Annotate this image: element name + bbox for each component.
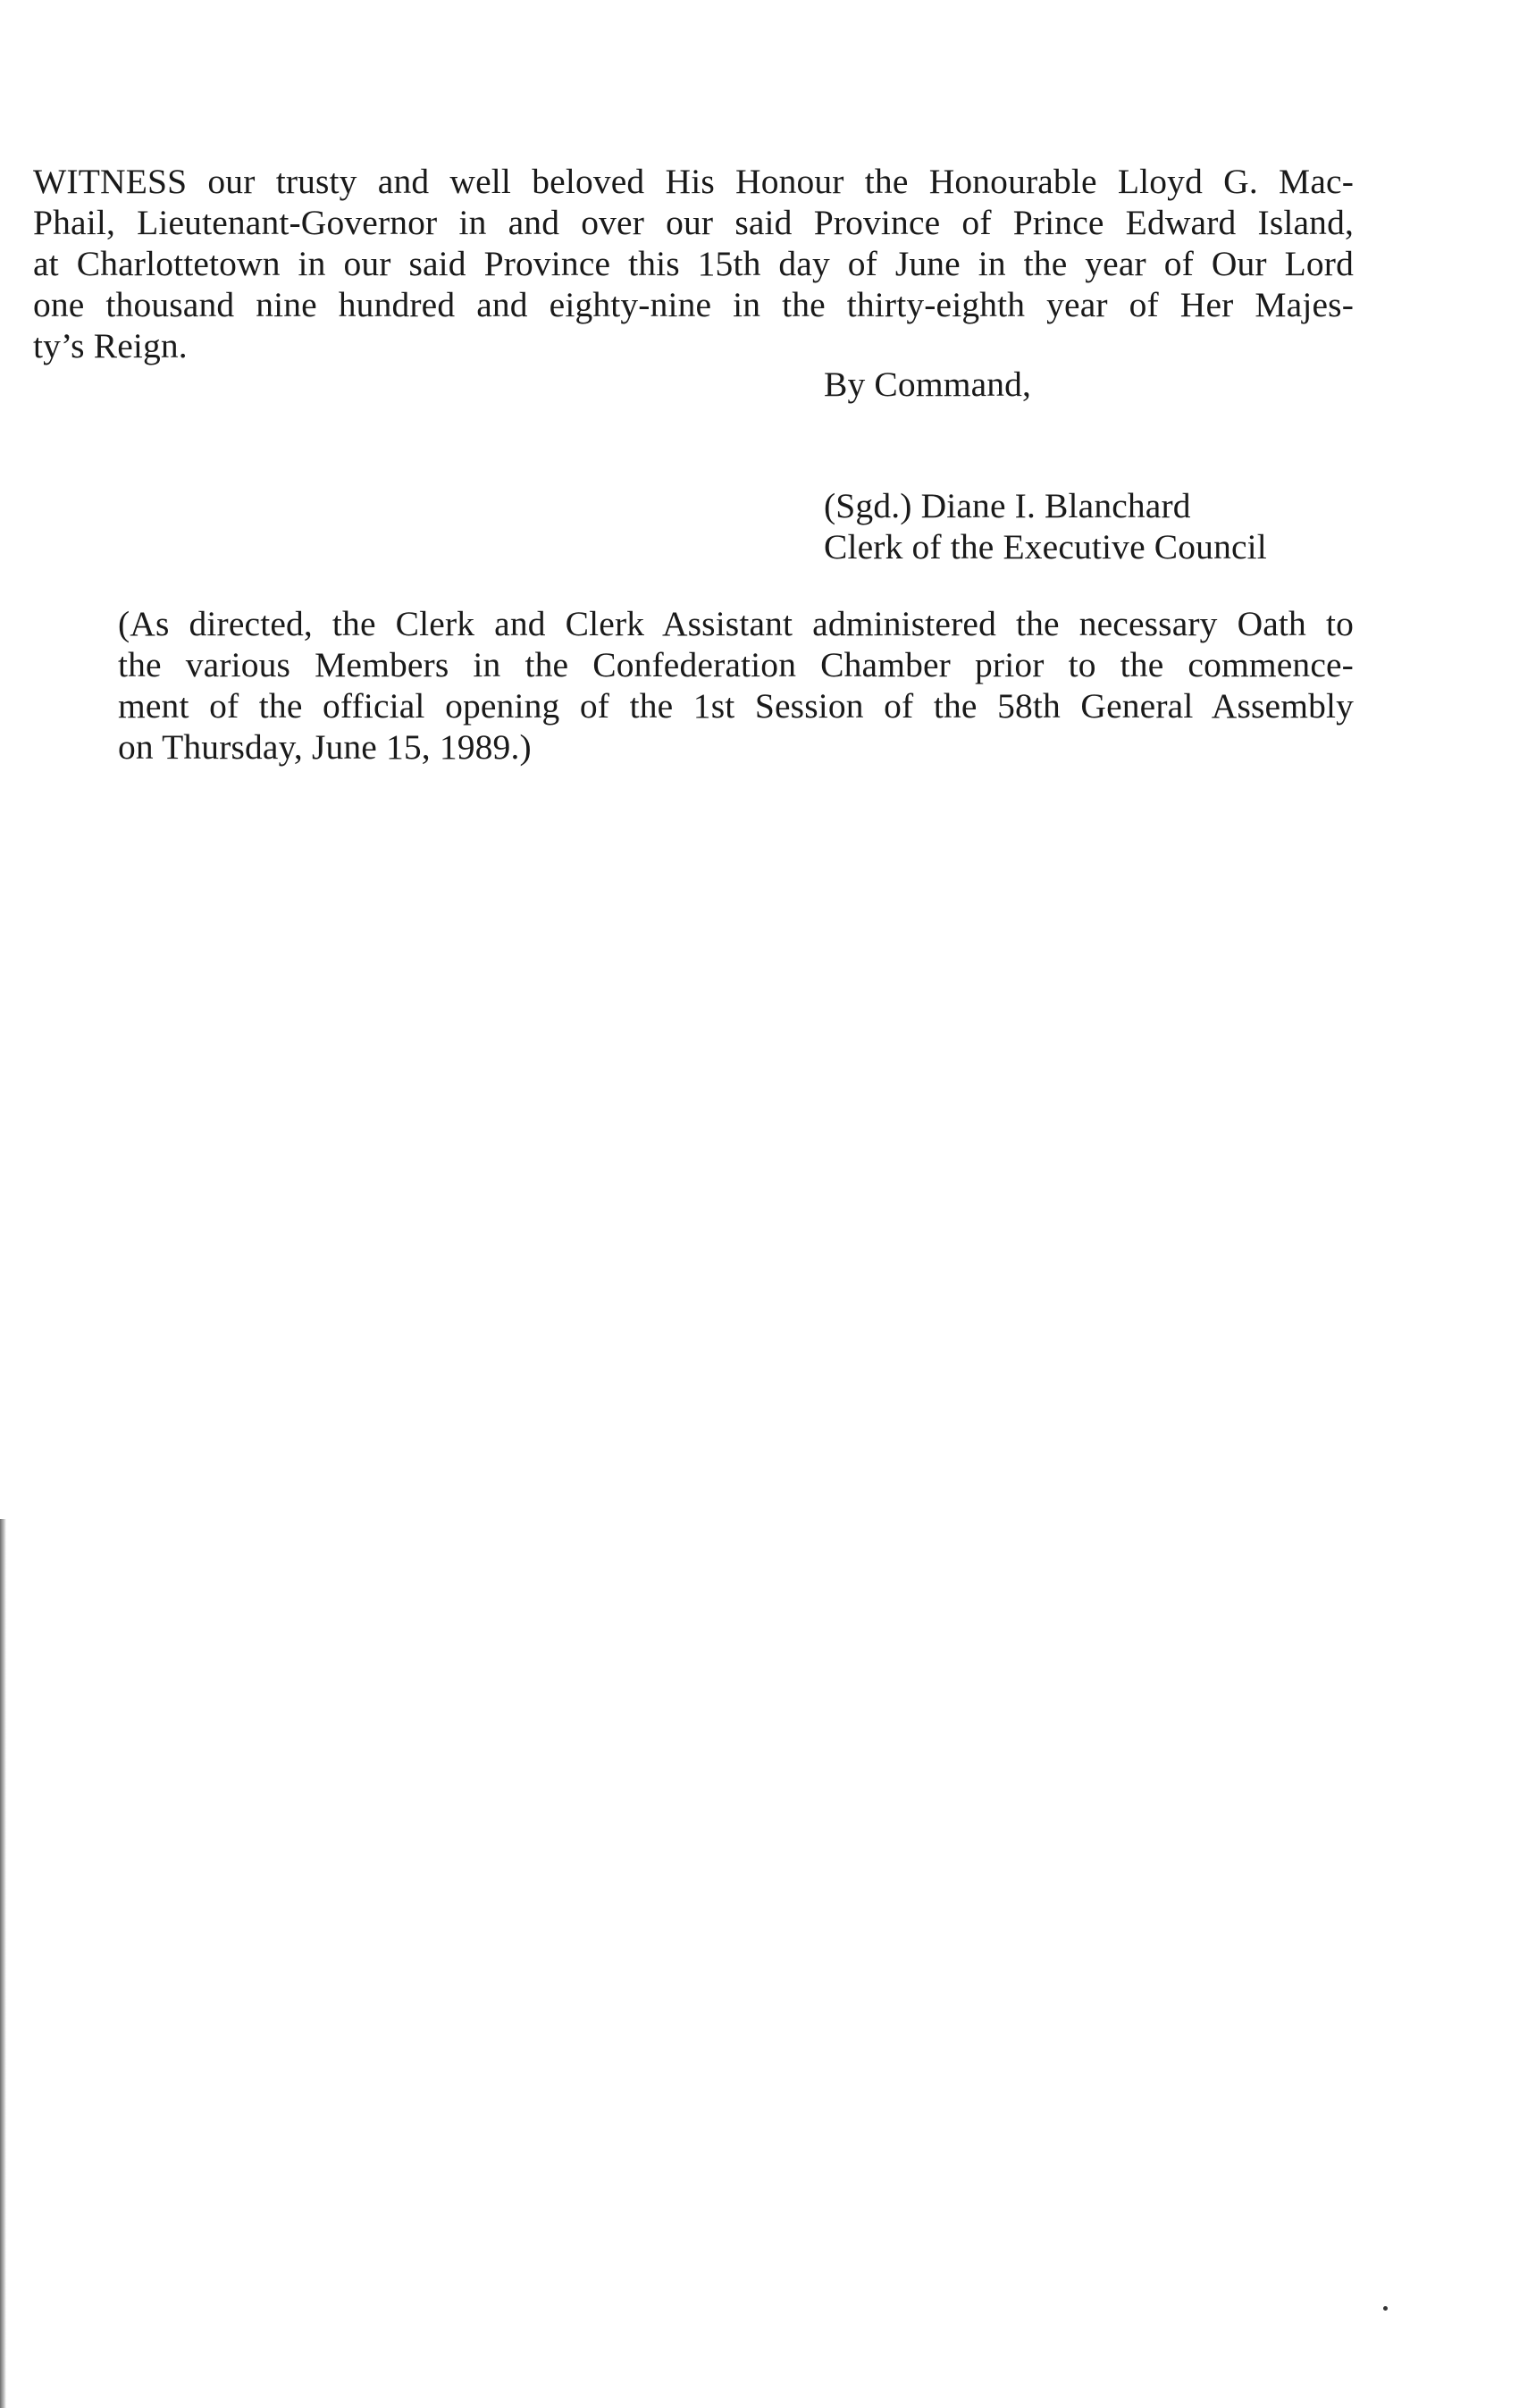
note-line: the various Members in the Confederation Chamber prior to the commence- [118, 645, 1354, 684]
note-line: ment of the official opening of the 1st Session of the 58th General Assembly [118, 686, 1354, 726]
witness-line: at Charlottetown in our said Province this 15th day of June in the year of Our Lord [33, 244, 1354, 283]
note-line: (As directed, the Clerk and Clerk Assistant administered the necessary Oath to [118, 604, 1354, 643]
witness-line: WITNESS our trusty and well beloved His Honour the Honourable Lloyd G. Mac- [33, 162, 1354, 201]
by-command-text: By Command, [824, 365, 1032, 404]
witness-line: ty’s Reign. [33, 326, 188, 365]
note-line: on Thursday, June 15, 1989.) [118, 727, 532, 767]
signatory-name: (Sgd.) Diane I. Blanchard [824, 486, 1191, 525]
witness-line: Phail, Lieutenant-Governor in and over our said Province of Prince Edward Island, [33, 203, 1354, 242]
signatory-title: Clerk of the Executive Council [824, 527, 1267, 566]
ink-speck [1383, 2306, 1388, 2311]
witness-line: one thousand nine hundred and eighty-nine in the thirty-eighth year of Her Majes- [33, 285, 1354, 324]
scan-edge-shadow [0, 1519, 6, 2408]
